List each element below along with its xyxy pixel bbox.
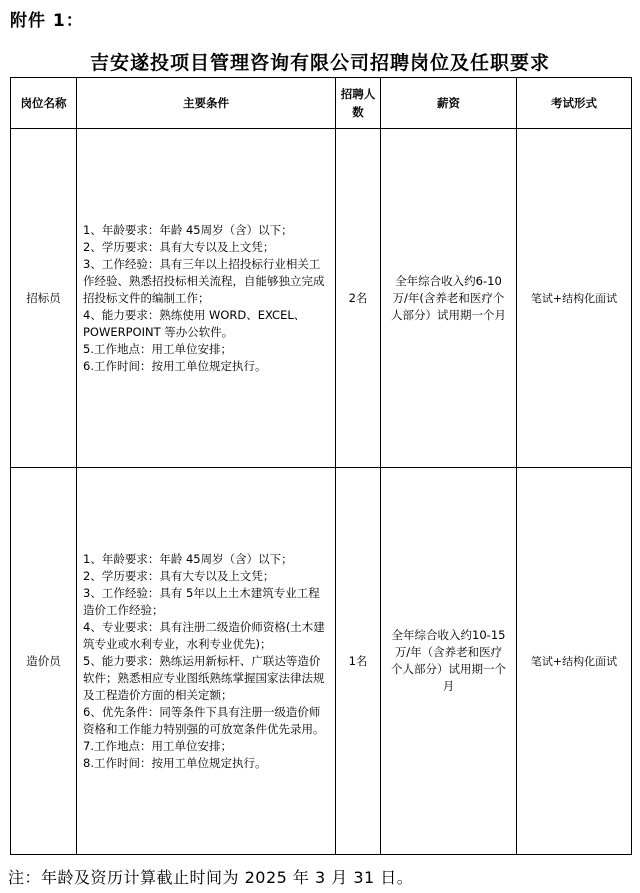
cell-salary: 全年综合收入约10-15万/年（含养老和医疗个人部分）试用期一个月: [381, 468, 517, 855]
cell-requirements: [77, 468, 336, 855]
requirement-item: 4、能力要求：熟练使用 WORD、EXCEL、POWERPOINT 等办公软件。: [83, 307, 306, 339]
header-requirements: 主要条件: [77, 78, 336, 129]
table-row: [11, 468, 632, 855]
cell-requirements: [77, 129, 336, 468]
table-row: [11, 129, 632, 468]
cell-count: 1名: [336, 468, 381, 855]
cell-count: 2名: [336, 129, 381, 468]
cell-position: 招标员: [11, 129, 77, 468]
requirement-item: 1、年龄要求：年龄 45周岁（含）以下；: [83, 222, 293, 237]
requirement-item: 3、工作经验：具有三年以上招投标行业相关工作经验、熟悉招投标相关流程，自能够独立完成招投标文件的编制工作；: [83, 256, 325, 305]
header-position: 岗位名称: [11, 78, 77, 129]
cell-exam: 笔试+结构化面试: [517, 129, 632, 468]
requirement-item: 1、年龄要求：年龄 45周岁（含）以下；: [83, 551, 293, 566]
page-title: 吉安遂投项目管理咨询有限公司招聘岗位及任职要求: [89, 52, 550, 74]
requirement-item: 3、工作经验：具有 5年以上土木建筑专业工程造价工作经验；: [83, 585, 320, 617]
header-salary: 薪资: [381, 78, 517, 129]
attachment-label: 附件 1：: [10, 11, 84, 31]
requirement-item: 6、优先条件：同等条件下具有注册一级造价师资格和工作能力特别强的可放宽条件优先录用。: [83, 704, 325, 736]
job-requirements-table: [10, 77, 632, 855]
requirement-item: 6.工作时间：按用工单位规定执行。: [83, 358, 267, 373]
requirement-item: 2、学历要求：具有大专以及上文凭；: [83, 239, 275, 254]
requirement-item: 5.工作地点：用工单位安排；: [83, 341, 232, 356]
requirement-item: 7.工作地点：用工单位安排；: [83, 738, 232, 753]
cell-position: 造价员: [11, 468, 77, 855]
footnote: 注：年龄及资历计算截止时间为 2025 年 3 月 31 日。: [8, 868, 414, 887]
requirement-item: 8.工作时间：按用工单位规定执行。: [83, 755, 267, 770]
requirement-item: 5、能力要求：熟练运用新标杆、广联达等造价软件；熟悉相应专业图纸熟练掌握国家法律法规及工程造价方面的相关定额；: [83, 653, 325, 702]
requirement-item: 2、学历要求：具有大专以及上文凭；: [83, 568, 275, 583]
cell-exam: 笔试+结构化面试: [517, 468, 632, 855]
requirement-item: 4、专业要求：具有注册二级造价师资格(土木建筑专业或水利专业，水利专业优先)；: [83, 619, 325, 651]
header-exam: 考试形式: [517, 78, 632, 129]
header-count: 招聘人数: [336, 78, 381, 129]
cell-salary: 全年综合收入约6-10万/年(含养老和医疗个人部分）试用期一个月: [381, 129, 517, 468]
table-header-row: [11, 78, 632, 129]
